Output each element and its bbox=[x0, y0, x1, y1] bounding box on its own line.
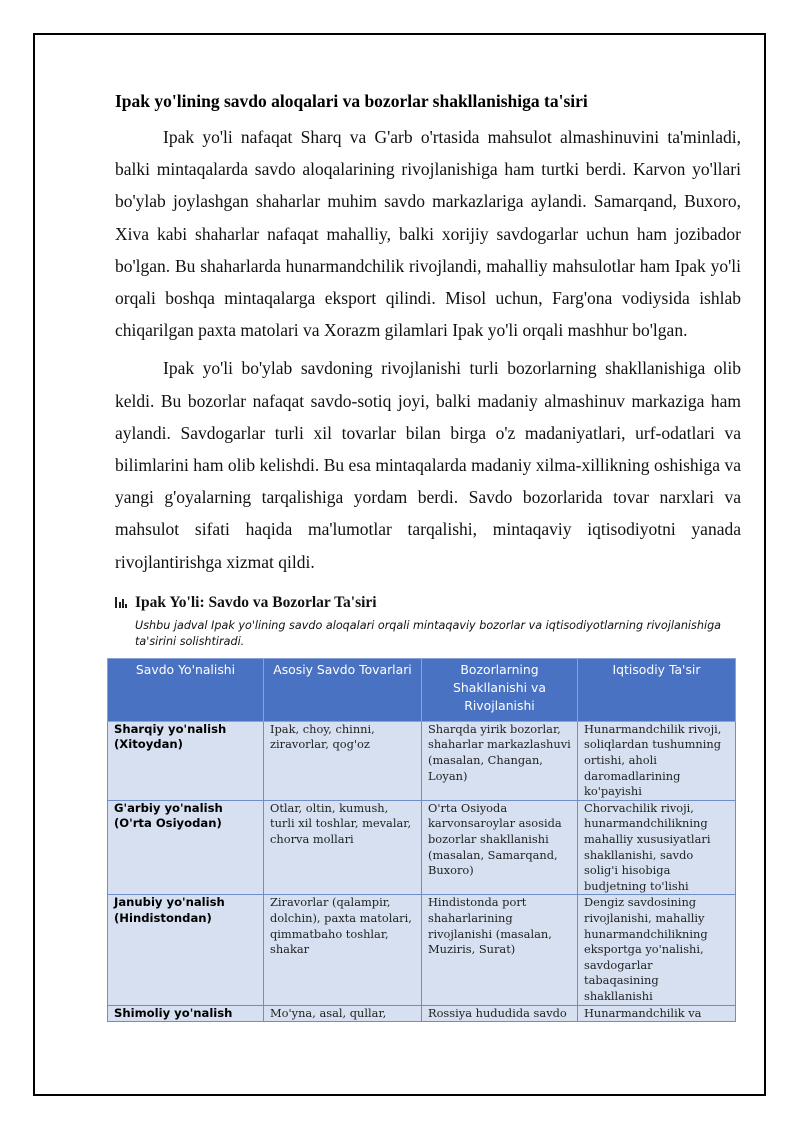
markets-cell: O'rta Osiyoda karvonsaroylar asosida bozorlar shakllanishi (masalan, Samarqand, Buxoro) bbox=[422, 800, 578, 895]
header-cell: Bozorlarning Shakllanishi va Rivojlanishi bbox=[422, 658, 578, 721]
table-title: Ipak Yo'li: Savdo va Bozorlar Ta'siri bbox=[135, 593, 377, 611]
page-border bbox=[33, 33, 766, 1096]
impact-cell: Chorvachilik rivoji, hunarmandchilikning mahalliy xususiyatlari shakllanishi, savdo solig'i hisobiga budjetning to'lishi bbox=[578, 800, 736, 895]
goods-cell: Mo'yna, asal, qullar, bbox=[264, 1005, 422, 1022]
table-row bbox=[108, 895, 736, 1005]
goods-cell: Otlar, oltin, kumush, turli xil toshlar, mevalar, chorva mollari bbox=[264, 800, 422, 895]
table-row bbox=[108, 1005, 736, 1022]
direction-cell: Shimoliy yo'nalish bbox=[108, 1005, 264, 1022]
goods-cell: Ziravorlar (qalampir, dolchin), paxta matolari, qimmatbaho toshlar, shakar bbox=[264, 895, 422, 1005]
trade-table bbox=[107, 658, 736, 1022]
header-cell: Iqtisodiy Ta'sir bbox=[578, 658, 736, 721]
markets-cell: Hindistonda port shaharlarining rivojlanishi (masalan, Muziris, Surat) bbox=[422, 895, 578, 1005]
impact-cell: Hunarmandchilik rivoji, soliqlardan tushumning ortishi, aholi daromadlarining ko'payishi bbox=[578, 721, 736, 800]
paragraph-2: Ipak yo'li bo'ylab savdoning rivojlanishi turli bozorlarning shakllanishiga olib keldi. Bu bozorlar nafaqat savdo-sotiq joyi, balki madaniy almashinuv markaziga ham aylandi. Savdogarlar turli xil tovarlar bilan birga o'z madaniyatlari, urf-odatlari va bilimlarini ham olib kelishdi. Bu esa mintaqalarda madaniy xilma-xillikning oshishiga va yangi g'oyalarning tarqalishiga yordam berdi. Savdo bozorlarida tovar narxlari va mahsulot sifati haqida ma'lumotlar tarqalishi, mintaqaviy iqtisodiyotni yanada rivojlantirishga xizmat qildi. bbox=[115, 358, 741, 572]
markets-cell: Sharqda yirik bozorlar, shaharlar markazlashuvi (masalan, Changan, Loyan) bbox=[422, 721, 578, 800]
goods-cell: Ipak, choy, chinni, ziravorlar, qog'oz bbox=[264, 721, 422, 800]
table-row bbox=[108, 800, 736, 895]
header-cell: Asosiy Savdo Tovarlari bbox=[264, 658, 422, 721]
impact-cell: Dengiz savdosining rivojlanishi, mahalliy hunarmandchilikning eksportga yo'nalishi, savdogarlar tabaqasining shakllanishi bbox=[578, 895, 736, 1005]
direction-cell: Janubiy yo'nalish (Hindistondan) bbox=[108, 895, 264, 1005]
section-heading: Ipak yo'lining savdo aloqalari va bozorlar shakllanishiga ta'siri bbox=[115, 91, 588, 111]
header-cell: Savdo Yo'nalishi bbox=[108, 658, 264, 721]
direction-cell: G'arbiy yo'nalish (O'rta Osiyodan) bbox=[108, 800, 264, 895]
bar-chart-icon bbox=[115, 597, 127, 608]
paragraph-1: Ipak yo'li nafaqat Sharq va G'arb o'rtasida mahsulot almashinuvini ta'minladi, balki mintaqalarda savdo aloqalarining rivojlanishiga ham turtki berdi. Karvon yo'llari bo'ylab joylashgan shaharlar muhim savdo markazlariga aylandi. Samarqand, Buxoro, Xiva kabi shaharlar nafaqat mahalliy, balki xorijiy savdogarlar uchun ham jozibador bo'lgan. Bu shaharlarda hunarmandchilik rivojlandi, mahalliy mahsulotlar ham Ipak yo'li orqali boshqa mintaqalarga eksport qilindi. Misol uchun, Farg'ona vodiysida ishlab chiqarilgan paxta matolari va Xorazm gilamlari Ipak yo'li orqali mashhur bo'lgan. bbox=[115, 127, 741, 341]
table-header-row bbox=[108, 658, 736, 721]
table-row bbox=[108, 721, 736, 800]
document-body bbox=[115, 89, 741, 1022]
markets-cell: Rossiya hududida savdo bbox=[422, 1005, 578, 1022]
direction-cell: Sharqiy yo'nalish (Xitoydan) bbox=[108, 721, 264, 800]
table-caption: Ushbu jadval Ipak yo'lining savdo aloqalari orqali mintaqaviy bozorlar va iqtisodiyotlarning rivojlanishiga ta'sirini solishtiradi. bbox=[135, 618, 722, 648]
table-title-row bbox=[115, 594, 741, 612]
impact-cell: Hunarmandchilik va bbox=[578, 1005, 736, 1022]
